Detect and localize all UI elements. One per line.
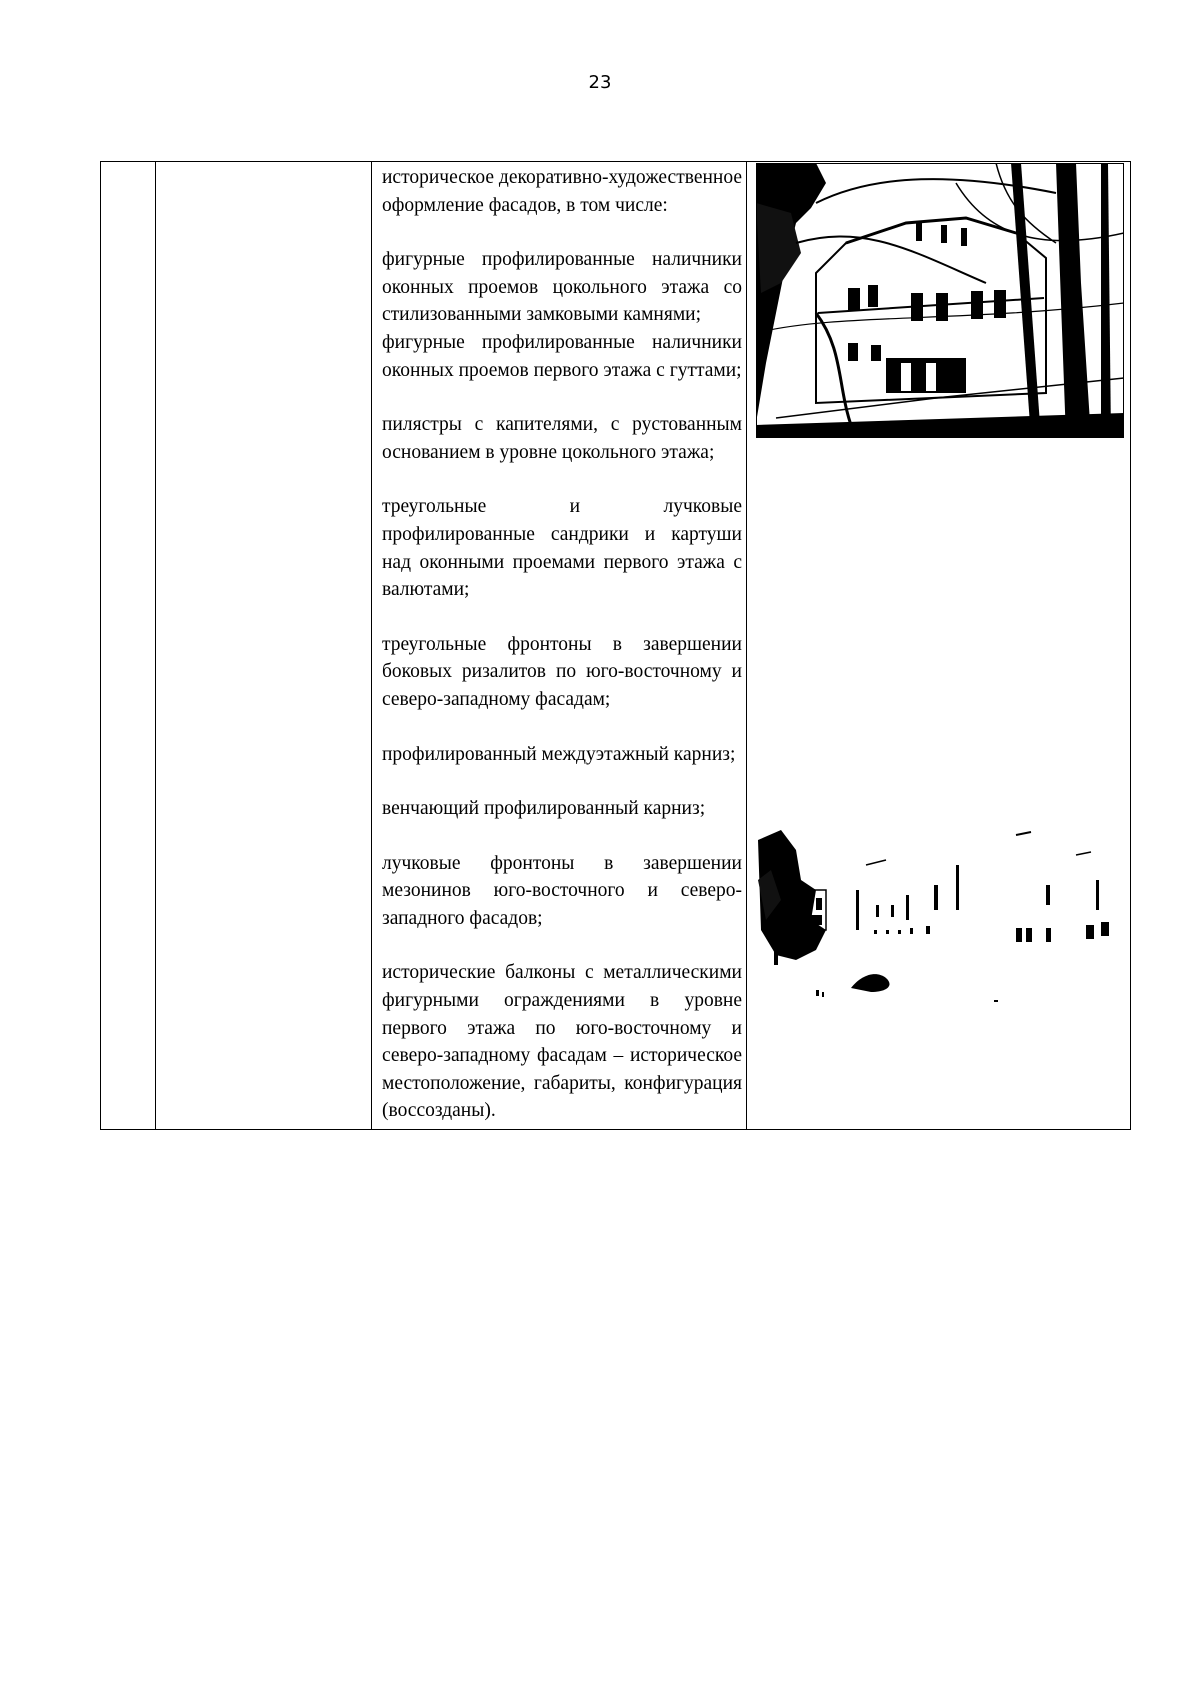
heritage-elements-table	[100, 161, 1131, 1130]
list-item: венчающий профилированный карниз;	[382, 798, 706, 820]
list-item: профилированный междуэтажный карниз;	[382, 743, 736, 765]
list-item: фигурные профилированные наличники оконных проемов первого этажа с гуттами;	[382, 331, 742, 381]
list-item: треугольные фронтоны в завершении боковых ризалитов по юго-восточному и северо-западному фасадам;	[382, 633, 742, 710]
building-photo-1	[756, 163, 1124, 438]
page-number: 23	[588, 72, 612, 93]
list-item: исторические балконы с металлическими фигурными ограждениями в уровне первого этажа по юго-восточному и северо-западному фасадам – историческое местоположение, габариты, конфигурация (воссозданы).	[382, 962, 742, 1122]
table-cell-photos	[747, 162, 1131, 1130]
list-item: фигурные профилированные наличники оконных проемов цокольного этажа со стилизованными замковыми камнями;	[382, 249, 742, 326]
list-item: лучковые фронтоны в завершении мезонинов юго-восточного и северо-западного фасадов;	[382, 852, 742, 929]
table-row	[101, 162, 1131, 1130]
table-cell-object	[156, 162, 372, 1130]
table-cell-number	[101, 162, 156, 1130]
building-photo-2	[756, 810, 1126, 1025]
list-item: пилястры с капителями, с рустованным основанием в уровне цокольного этажа;	[382, 414, 742, 463]
list-item: треугольные и лучковые профилированные сандрики и картуши над оконными проемами первого этажа с валютами;	[382, 496, 742, 601]
table-cell-description	[372, 162, 747, 1130]
list-item: историческое декоративно-художественное оформление фасадов, в том числе:	[382, 167, 742, 216]
